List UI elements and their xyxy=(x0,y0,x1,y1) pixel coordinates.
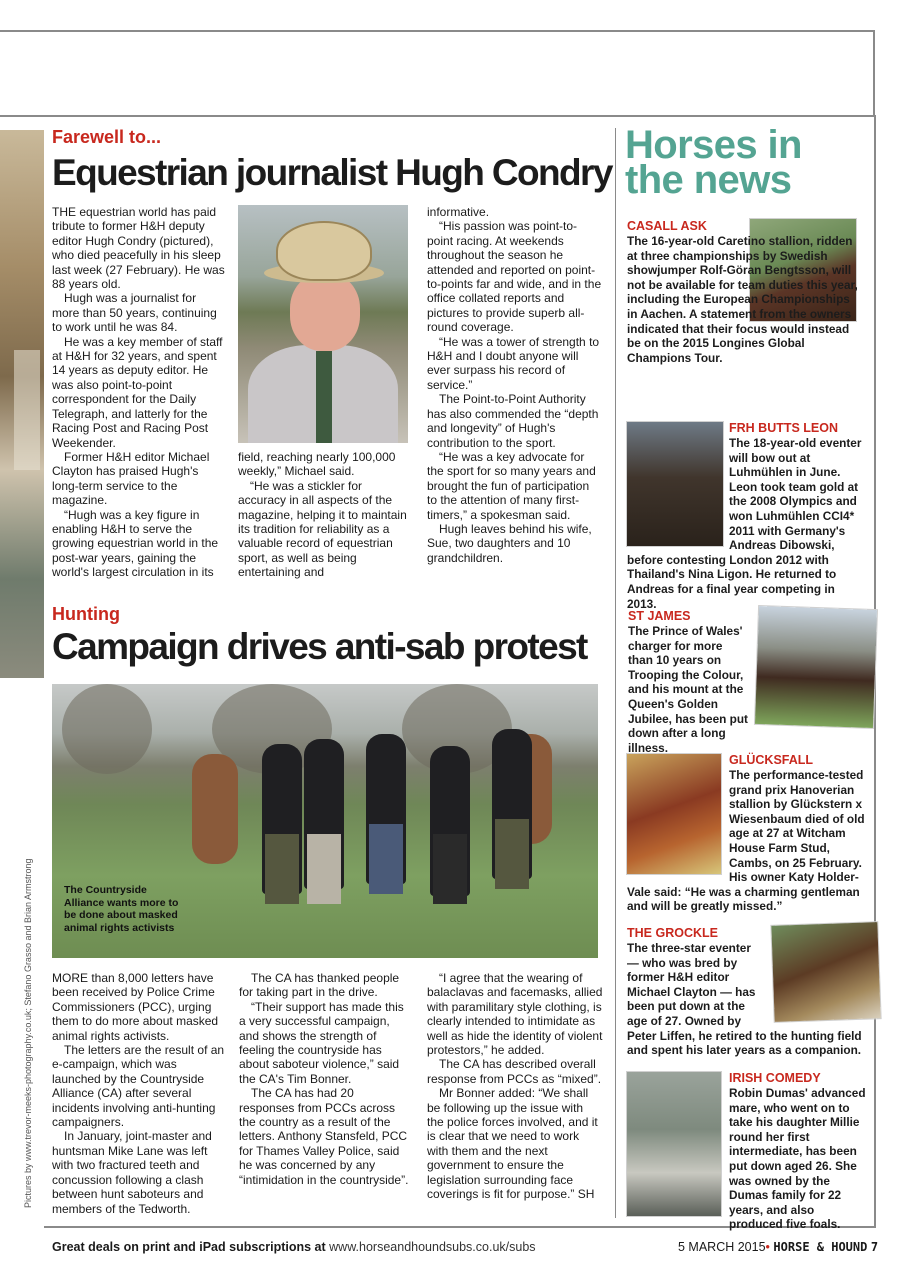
hunt-protest-photo xyxy=(52,684,598,958)
top-ad-box xyxy=(0,30,875,117)
paragraph: “Hugh was a key figure in enabling H&H to serve the growing equestrian world in the post-war years, gaining the world's largest circulation in its xyxy=(52,507,219,580)
adjacent-page-photo-strip xyxy=(0,130,44,678)
news-head-glucksfall: GLÜCKSFALL xyxy=(729,753,814,767)
paragraph: Mr Bonner added: “We shall be following up the issue with the police forces involved, and it is clear that we need to work with them and the next government to ensure the legislation surrounding face coverings is fit for purpose.” SH xyxy=(427,1086,598,1202)
hunt-photo-caption: The Countryside Alliance wants more to be done about masked animal rights activists xyxy=(64,884,179,934)
news-text: The performance-tested grand prix Hanoverian stallion by Glückstern x Wiesenbaum died of old age at 27 at Witcham House Farm Stud, Cambs, on 25 February. His owner Katy Holder-Vale said: “He was a charming gentleman and will be greatly missed.” xyxy=(627,768,865,914)
paragraph: The CA has had 20 responses from PCCs across the country as a result of the letters. Anthony Stansfeld, PCC for Thames Valley Police, said he was concerned by any “intimidation in the countryside”. xyxy=(239,1086,409,1187)
paragraph: The CA has described overall response from PCCs as “mixed”. xyxy=(427,1057,602,1086)
page-number: 7 xyxy=(870,1240,879,1254)
paragraph: He was a key member of staff at H&H for 32 years, and spent 14 years as deputy editor. He was also point-to-point correspondent for the Daily Telegraph, and latterly for the Racing Post and Racing Post Weekender. xyxy=(52,334,223,450)
farewell-kicker: Farewell to... xyxy=(52,127,162,147)
farewell-col-3 xyxy=(427,205,602,565)
paragraph: Hugh leaves behind his wife, Sue, two daughters and 10 grandchildren. xyxy=(427,521,592,565)
paragraph: The CA has thanked people for taking part in the drive. xyxy=(239,971,400,1000)
news-head-frh-butts-leon: FRH BUTTS LEON xyxy=(729,421,839,435)
horses-in-the-news-title: Horses in the news xyxy=(625,123,802,202)
paragraph: “Their support has made this a very successful campaign, and shows the strength of feeling the countryside has about saboteur violence,” said the CA's Tim Bonner. xyxy=(239,999,404,1086)
paragraph: “He was a tower of strength to H&H and I doubt anyone will ever surpass his record of service.” xyxy=(427,334,600,392)
paragraph: “I agree that the wearing of balaclavas and facemasks, allied with paramilitary style clothing, is clearly intended to intimidate as well as hide the identity of violent protestors,” he added. xyxy=(427,971,603,1058)
paragraph: The letters are the result of an e-campaign, which was launched by the Countryside Alliance (CA) after several incidents involving anti-hunting campaigners. xyxy=(52,1043,225,1130)
paragraph: “He was a key advocate for the sport for so many years and brought the fun of participation to the attention of many first-timers,” a spokesman said. xyxy=(427,449,596,522)
hunting-col-2 xyxy=(239,971,411,1187)
news-head-casall-ask: CASALL ASK xyxy=(627,219,707,233)
hunting-col-1 xyxy=(52,971,227,1216)
paragraph: The Point-to-Point Authority has also commended the “depth and longevity” of Hugh's contribution to the sport. xyxy=(427,392,599,450)
news-body-the-grockle-wrap xyxy=(627,941,871,1058)
paragraph: MORE than 8,000 letters have been received by Police Crime Commissioners (PCC), urging them to do more about masked animal rights activists. xyxy=(52,971,219,1043)
photo-credit: Pictures by www.trevor-meeks-photography.co.uk; Stefano Grasso and Brian Armstrong xyxy=(23,858,33,1208)
news-text: The Prince of Wales' charger for more than 10 years on Trooping the Colour, and his mount at the Queen's Golden Jubilee, has been put down after a long illness. xyxy=(628,624,748,755)
hunting-col-3 xyxy=(427,971,603,1202)
news-text: Robin Dumas' advanced mare, who went on to take his daughter Millie round her first intermediate, has been put down aged 26. She was owned by the Dumas family for 22 years, and also produced five foals. xyxy=(729,1086,866,1232)
news-text: The three-star eventer — who was bred by former H&H editor Michael Clayton — has been put down at the age of 27. Owned by Peter Liffen, he retired to the hunting field and spent his later years as a companion. xyxy=(627,941,862,1058)
news-text: The 16-year-old Caretino stallion, ridden at three championships by Swedish showjumper Rolf-Göran Bengtsson, will not be available for team duties this year, including the European Championships in Aachen. A statement from the owners indicated that their focus would instead be on the 2015 Longines Global Champions Tour. xyxy=(627,234,858,365)
paragraph: Former H&H editor Michael Clayton has praised Hugh's long-term service to the magazine. xyxy=(52,449,210,508)
farewell-headline: Equestrian journalist Hugh Condry xyxy=(52,152,612,193)
news-body-glucksfall-wrap xyxy=(627,768,873,914)
paragraph: informative. xyxy=(427,205,490,219)
news-body-irish-comedy-wrap xyxy=(627,1086,871,1232)
issue-date: 5 MARCH 2015 xyxy=(678,1240,766,1254)
footer-promo-text: Great deals on print and iPad subscriptions at xyxy=(52,1240,326,1254)
paragraph: THE equestrian world has paid tribute to former H&H deputy editor Hugh Condry (pictured), who died peacefully in his sleep last week (27 February). He was 88 years old. xyxy=(52,205,225,292)
paragraph: field, reaching nearly 100,000 weekly,” Michael said. xyxy=(238,450,396,479)
hunting-kicker: Hunting xyxy=(52,604,120,624)
news-head-st-james: ST JAMES xyxy=(628,609,691,623)
news-body-casall-ask xyxy=(627,234,859,365)
news-body-frh-butts-leon-wrap xyxy=(627,436,867,611)
paragraph: “He was a stickler for accuracy in all aspects of the magazine, helping it to maintain its tradition for reliability as a valuable record of equestrian sport, as well as being entertaining and xyxy=(238,478,407,580)
paragraph: Hugh was a journalist for more than 50 years, continuing to work until he was 84. xyxy=(52,291,217,335)
news-head-the-grockle: THE GROCKLE xyxy=(627,926,718,940)
news-body-st-james-wrap xyxy=(628,624,872,755)
footer-folio xyxy=(678,1240,878,1254)
news-head-irish-comedy: IRISH COMEDY xyxy=(729,1071,821,1085)
paragraph: “His passion was point-to-point racing. At weekends throughout the season he attended and reported on point-to-points far and wide, and in the office collated reports and pictures to provide superb all-round coverage. xyxy=(427,219,602,335)
column-divider xyxy=(615,128,616,1218)
hugh-condry-photo xyxy=(238,205,408,443)
folio-bullet: • xyxy=(765,1240,770,1254)
hunting-headline: Campaign drives anti-sab protest xyxy=(52,626,587,667)
subscriptions-link[interactable]: www.horseandhoundsubs.co.uk/subs xyxy=(329,1240,536,1254)
news-text: The 18-year-old eventer will bow out at Luhmühlen in June. Leon took team gold at the 2008 Olympics and won Luhmühlen CCI4* 2011 with Germany's Andreas Dibowski, before contesting London 2012 with Thailand's Nina Ligon. He returned to Andreas for a final year competing in 2013. xyxy=(627,436,862,611)
paragraph: In January, joint-master and huntsman Mike Lane was left with two fractured teeth and concussion following a clash between hunt saboteurs and members of the Tedworth. xyxy=(52,1129,212,1216)
footer-promo xyxy=(52,1240,536,1254)
magazine-name: HORSE & HOUND xyxy=(773,1240,868,1254)
farewell-col-1 xyxy=(52,205,225,580)
farewell-col-2 xyxy=(238,450,410,580)
